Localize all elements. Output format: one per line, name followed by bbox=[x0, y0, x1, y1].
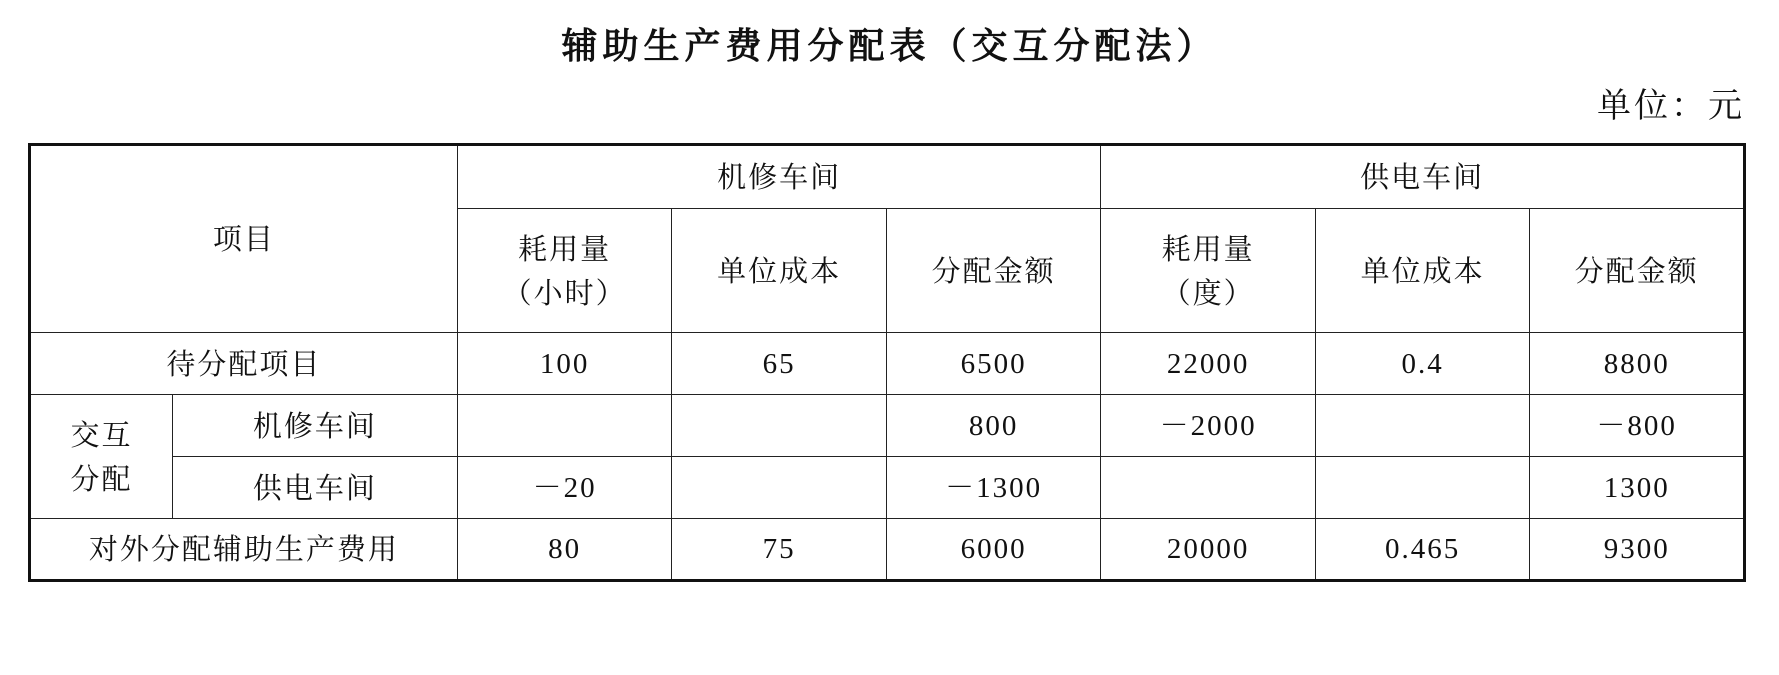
cell-pending-repair-amount: 6500 bbox=[886, 333, 1101, 395]
header-repair-unit-cost: 单位成本 bbox=[672, 209, 887, 333]
header-repair-amount: 分配金额 bbox=[886, 209, 1101, 333]
header-repair-usage-line2: （小时） bbox=[502, 275, 627, 310]
table-row-external bbox=[30, 519, 1745, 581]
row-label-external: 对外分配辅助生产费用 bbox=[30, 519, 458, 581]
header-power-amount: 分配金额 bbox=[1530, 209, 1745, 333]
header-dept-power: 供电车间 bbox=[1101, 145, 1745, 209]
cell-mutual-power-power-amount: 1300 bbox=[1530, 457, 1745, 519]
cell-pending-repair-unit-cost: 65 bbox=[672, 333, 887, 395]
header-repair-usage-line1: 耗用量 bbox=[518, 231, 612, 266]
header-power-usage-line2: （度） bbox=[1161, 275, 1255, 310]
header-repair-usage bbox=[457, 209, 672, 333]
cell-mutual-repair-power-usage: －2000 bbox=[1101, 395, 1316, 457]
cell-mutual-power-power-usage bbox=[1101, 457, 1316, 519]
cell-external-power-amount: 9300 bbox=[1530, 519, 1745, 581]
cell-pending-repair-usage: 100 bbox=[457, 333, 672, 395]
header-dept-repair: 机修车间 bbox=[457, 145, 1101, 209]
cell-mutual-repair-repair-amount: 800 bbox=[886, 395, 1101, 457]
row-label-mutual-repair: 机修车间 bbox=[173, 395, 458, 457]
allocation-table bbox=[28, 143, 1746, 582]
cell-pending-power-usage: 22000 bbox=[1101, 333, 1316, 395]
header-item: 项目 bbox=[30, 145, 458, 333]
cell-mutual-repair-repair-usage bbox=[457, 395, 672, 457]
cell-mutual-power-repair-usage: －20 bbox=[457, 457, 672, 519]
cell-mutual-power-power-unit-cost bbox=[1315, 457, 1530, 519]
row-label-mutual-line2: 分配 bbox=[70, 461, 133, 496]
header-power-usage-line1: 耗用量 bbox=[1161, 231, 1255, 266]
cell-mutual-repair-power-unit-cost bbox=[1315, 395, 1530, 457]
header-power-unit-cost: 单位成本 bbox=[1315, 209, 1530, 333]
page-title: 辅助生产费用分配表（交互分配法） bbox=[561, 26, 1218, 67]
row-label-mutual-group bbox=[30, 395, 173, 519]
table-row-pending bbox=[30, 333, 1745, 395]
cell-external-power-usage: 20000 bbox=[1101, 519, 1316, 581]
table-row-mutual-power bbox=[30, 457, 1745, 519]
cell-external-repair-unit-cost: 75 bbox=[672, 519, 887, 581]
cell-mutual-repair-power-amount: －800 bbox=[1530, 395, 1745, 457]
cell-pending-power-unit-cost: 0.4 bbox=[1315, 333, 1530, 395]
cell-external-repair-amount: 6000 bbox=[886, 519, 1101, 581]
row-label-pending: 待分配项目 bbox=[30, 333, 458, 395]
row-label-mutual-line1: 交互 bbox=[70, 417, 133, 452]
cell-mutual-power-repair-amount: －1300 bbox=[886, 457, 1101, 519]
unit-note: 单位：元 bbox=[1597, 86, 1745, 126]
header-row-departments bbox=[30, 145, 1745, 209]
cell-external-repair-usage: 80 bbox=[457, 519, 672, 581]
cell-mutual-repair-repair-unit-cost bbox=[672, 395, 887, 457]
row-label-mutual-power: 供电车间 bbox=[173, 457, 458, 519]
header-power-usage bbox=[1101, 209, 1316, 333]
cell-pending-power-amount: 8800 bbox=[1530, 333, 1745, 395]
table-row-mutual-repair bbox=[30, 395, 1745, 457]
cell-external-power-unit-cost: 0.465 bbox=[1315, 519, 1530, 581]
cell-mutual-power-repair-unit-cost bbox=[672, 457, 887, 519]
